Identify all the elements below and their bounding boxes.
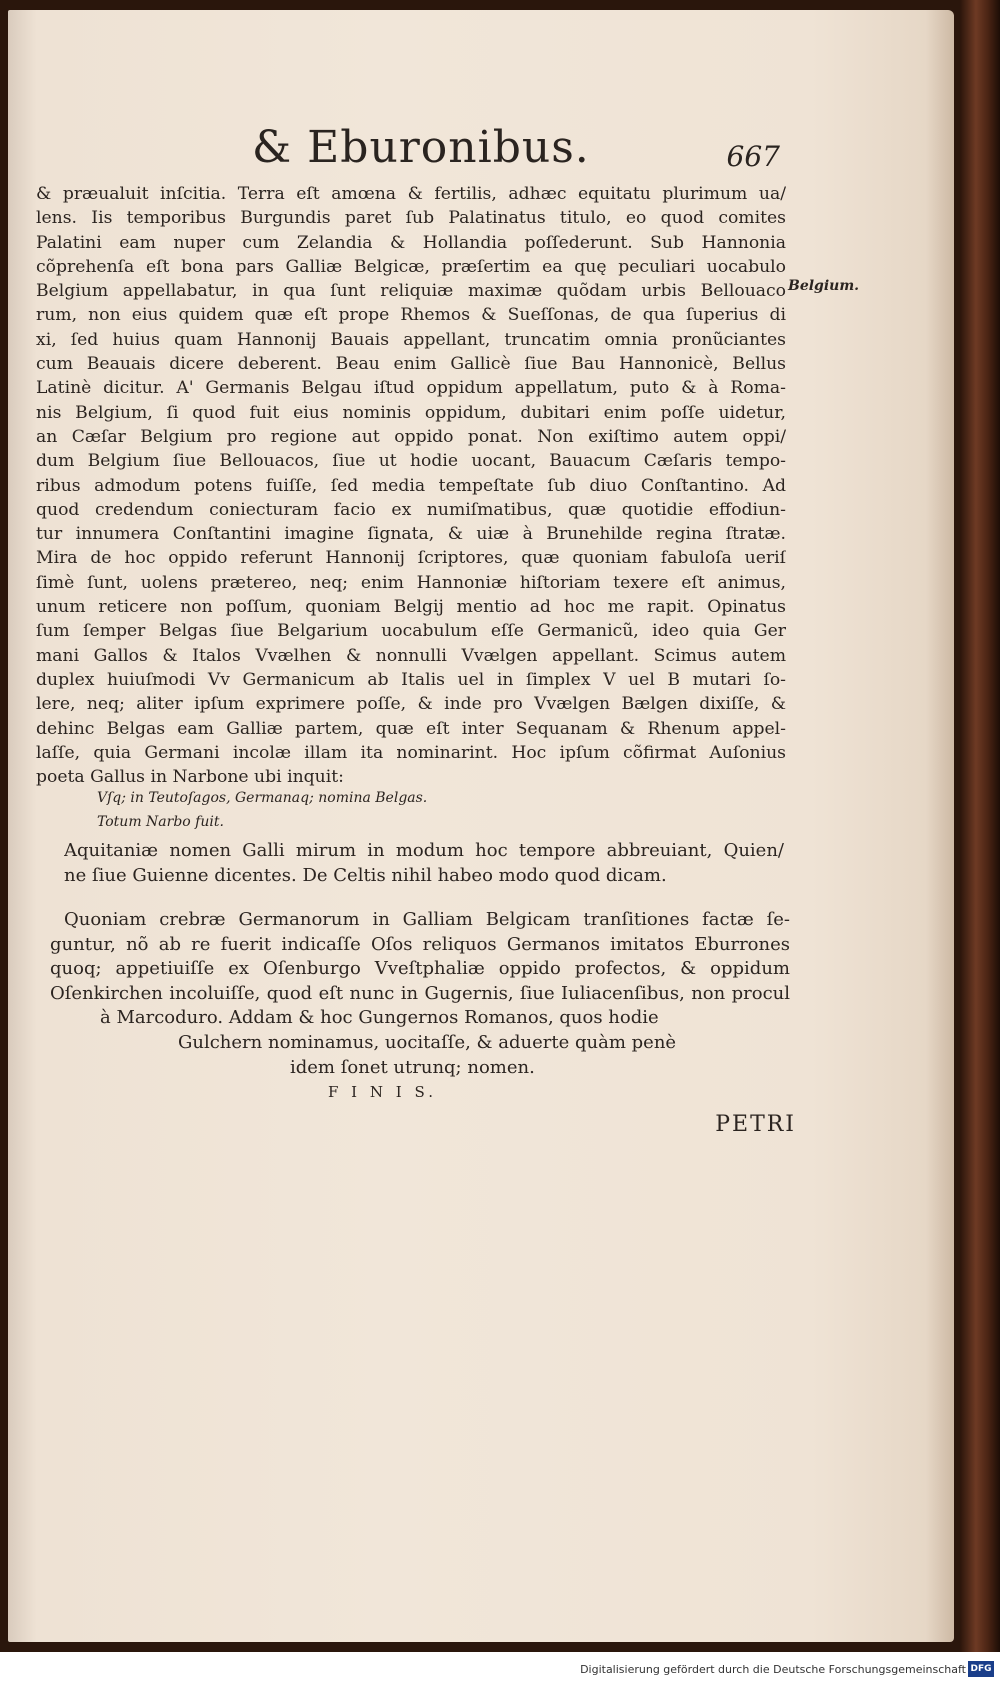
footer-credit: Digitalisierung gefördert durch die Deutsche Forschungsgemeinschaft xyxy=(580,1663,966,1676)
text-line: mani Gallos & Italos Vvælhen & nonnulli Vvælgen appellant. Scimus autem xyxy=(36,645,786,666)
text-line: lens. Iis temporibus Burgundis paret ſub Palatinatus titulo, eo quod comites xyxy=(36,208,786,229)
finis-mark: F I N I S. xyxy=(328,1083,437,1101)
text-line: guntur, nõ ab re fuerit indicaſſe Oſos reliquos Germanos imitatos Eburrones xyxy=(50,933,790,955)
book-binding-edge xyxy=(960,0,1000,1652)
running-head: & Eburonibus. xyxy=(252,122,590,173)
text-line: unum reticere non poſſum, quoniam Belgij mentio ad hoc me rapit. Opinatus xyxy=(36,597,786,618)
main-text-block xyxy=(36,182,786,789)
text-line: Oſenkirchen incoluiſſe, quod eſt nunc in Gugernis, ſiue Iuliacenſibus, non procul xyxy=(50,982,790,1004)
text-line: xi, ſed huius quam Hannonij Bauais appellant, truncatim omnia pronũciantes xyxy=(36,329,786,350)
text-line: Gulchern nominamus, uocitaſſe, & aduerte quàm penè xyxy=(178,1031,677,1053)
catchword: PETRI xyxy=(715,1112,796,1137)
text-line: ſimè ſunt, uolens prætereo, neq; enim Hannoniæ hiſtoriam texere eſt animus, xyxy=(36,572,786,593)
text-line: ne ſiue Guienne dicentes. De Celtis nihil habeo modo quod dicam. xyxy=(64,865,667,886)
text-line: tur innumera Conſtantini imagine ſignata, & uiæ à Brunehilde regina ſtratæ. xyxy=(36,524,786,545)
text-line: Palatini eam nuper cum Zelandia & Hollandia poſſederunt. Sub Hannonia xyxy=(36,232,786,253)
text-line: rum, non eius quidem quæ eſt prope Rhemos & Sueſſonas, de qua ſuperius di xyxy=(36,305,786,326)
text-line: quod credendum coniecturam facio ex numiſmatibus, quæ quotidie effodiun- xyxy=(36,499,786,520)
text-line: lere, neq; aliter ipſum exprimere poſſe, & inde pro Vvælgen Bælgen dixiſſe, & xyxy=(36,694,786,715)
text-line: poeta Gallus in Narbone ubi inquit: xyxy=(36,767,344,788)
text-line: Belgium appellabatur, in qua ſunt reliquiæ maximæ quõdam urbis Bellouaco xyxy=(36,281,786,302)
text-line: an Cæſar Belgium pro regione aut oppido ponat. Non exiſtimo autem oppi/ xyxy=(36,426,786,447)
text-line: Quoniam crebræ Germanorum in Galliam Belgicam tranſitiones factæ ſe- xyxy=(64,909,790,930)
verse-line: Vſq; in Teutoſagos, Germanaq; nomina Belgas. xyxy=(97,790,428,806)
text-line: nis Belgium, ſi quod fuit eius nominis oppidum, dubitari enim poſſe uidetur, xyxy=(36,402,786,423)
footer-bar xyxy=(0,1660,1000,1684)
text-line: cum Beauais dicere deberent. Beau enim Gallicè ſiue Bau Hannonicè, Bellus xyxy=(36,354,786,375)
text-line: & præualuit inſcitia. Terra eſt amœna & fertilis, adhæc equitatu plurimum ua/ xyxy=(36,184,786,204)
text-line: laſſe, quia Germani incolæ illam ita nominarint. Hoc ipſum cõfirmat Auſonius xyxy=(36,742,786,763)
text-line: duplex huiuſmodi Vv Germanicum ab Italis uel in ſimplex V uel B mutari ſo- xyxy=(36,669,786,690)
text-line: cõprehenſa eſt bona pars Galliæ Belgicæ, præſertim ea quę peculiari uocabulo xyxy=(36,256,786,277)
text-line: ribus admodum potens fuiſſe, ſed media tempeſtate ſub diuo Conſtantino. Ad xyxy=(36,475,786,496)
dfg-logo-icon: DFG xyxy=(968,1661,994,1677)
text-line: dum Belgium ſiue Bellouacos, ſiue ut hodie uocant, Bauacum Cæſaris tempo- xyxy=(36,451,786,472)
text-line: ſum ſemper Belgas ſiue Belgarium uocabulum eſſe Germanicũ, ideo quia Ger xyxy=(36,621,786,642)
text-line: Latinè dicitur. A' Germanis Belgau iſtud oppidum appellatum, puto & à Roma- xyxy=(36,378,786,399)
text-line: idem ſonet utrunq; nomen. xyxy=(290,1056,535,1078)
page-number: 667 xyxy=(726,140,780,173)
margin-note: Belgium. xyxy=(788,278,860,294)
paragraph-aquitania xyxy=(64,838,784,888)
text-line: Mira de hoc oppido referunt Hannonij ſcriptores, quæ quoniam fabuloſa ueriſ xyxy=(36,548,786,569)
text-line: Aquitaniæ nomen Galli mirum in modum hoc tempore abbreuiant, Quien/ xyxy=(64,840,784,861)
paragraph-germani xyxy=(50,908,790,1080)
text-line: à Marcoduro. Addam & hoc Gungernos Romanos, quos hodie xyxy=(100,1007,659,1029)
text-line: quoq; appetiuiſſe ex Oſenburgo Vveſtphaliæ oppido profectos, & oppidum xyxy=(50,958,790,980)
verse-line: Totum Narbo fuit. xyxy=(97,814,224,830)
text-line: dehinc Belgas eam Galliæ partem, quæ eſt inter Sequanam & Rhenum appel- xyxy=(36,718,786,739)
